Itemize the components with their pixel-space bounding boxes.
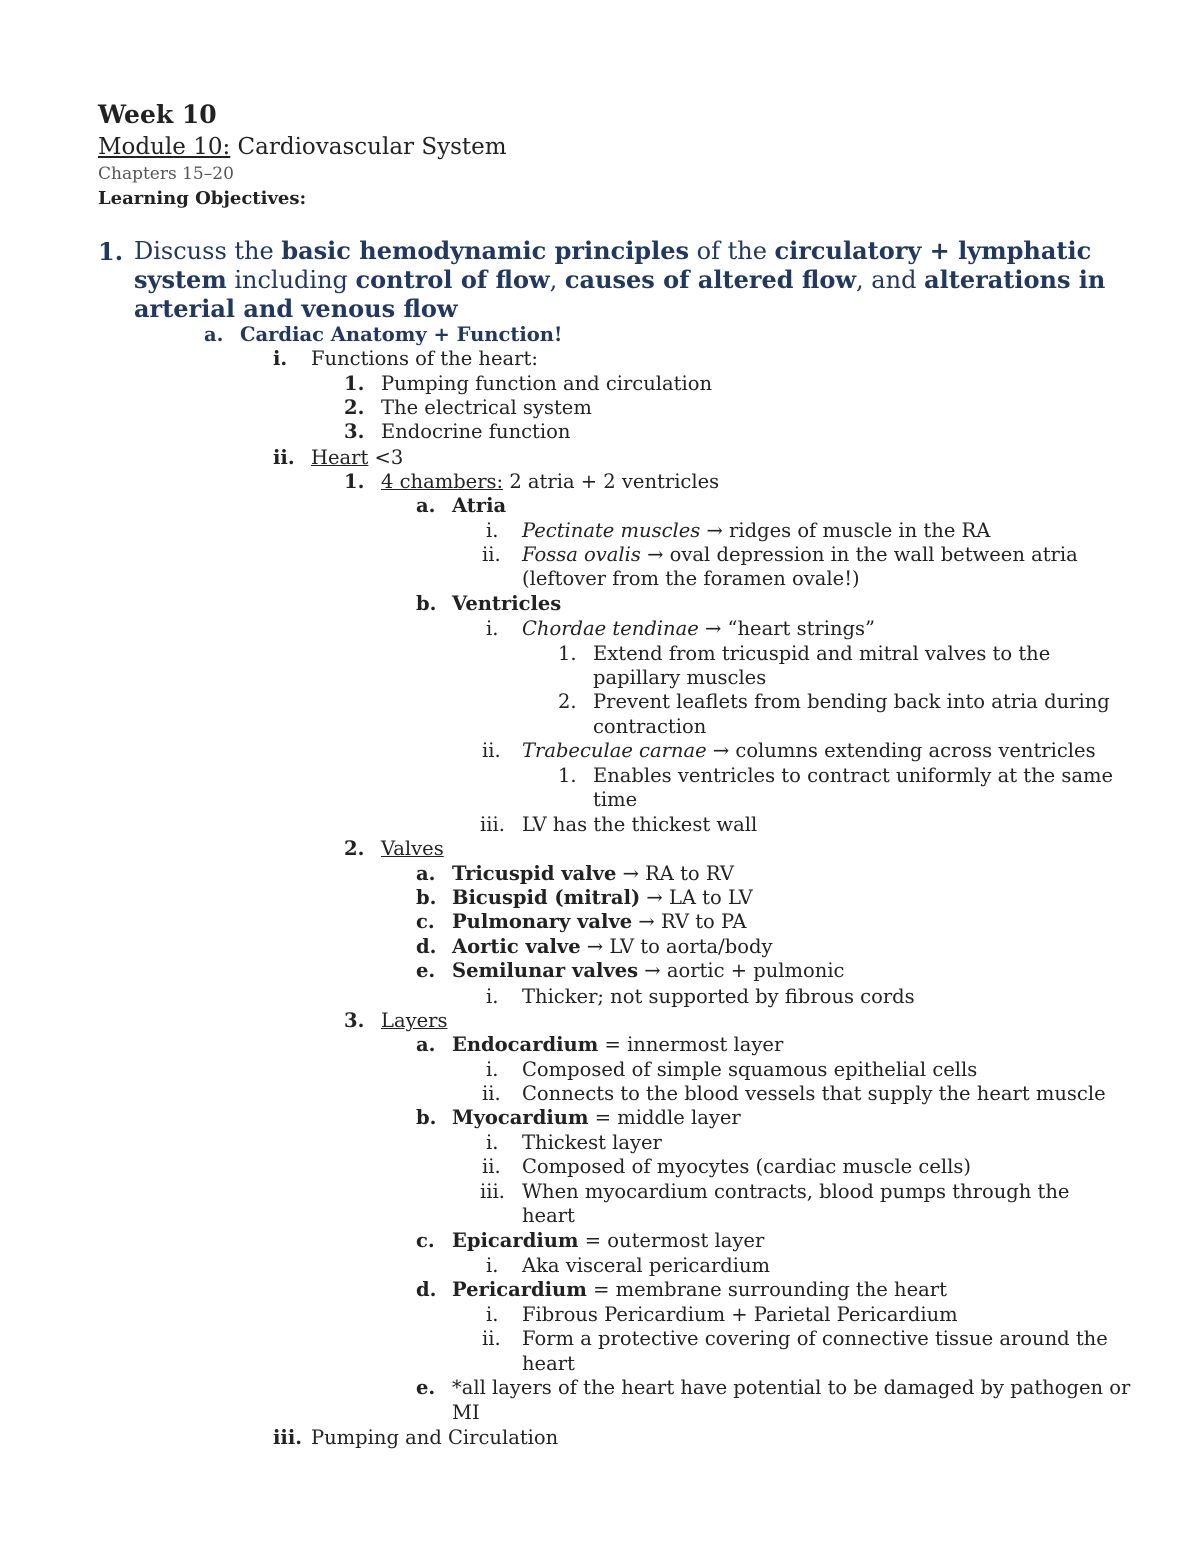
layer-name: Endocardium <box>452 1033 599 1056</box>
pumping-heading: Pumping and Circulation <box>311 1426 559 1449</box>
list-item: Extend from tricuspid and mitral valves to the <box>593 642 1051 665</box>
list-marker: c. <box>416 1229 435 1252</box>
list-marker: ii. <box>482 739 501 762</box>
heart-label: Heart <box>311 446 369 469</box>
objective-1-line-1 <box>134 236 1091 266</box>
valve-item <box>452 862 734 886</box>
heart-marker: ii. <box>273 446 295 469</box>
list-marker: a. <box>416 862 436 885</box>
term: Chordae tendinae <box>522 617 699 640</box>
text: including <box>226 266 356 294</box>
list-item: LV has the thickest wall <box>522 813 758 836</box>
list-item: Enables ventricles to contract uniformly at the same <box>593 764 1114 787</box>
text: , <box>549 266 565 294</box>
valve-name: Bicuspid (mitral) <box>452 886 641 909</box>
list-marker: i. <box>486 1131 499 1154</box>
pumping-marker: iii. <box>273 1426 303 1449</box>
list-item: Prevent leaflets from bending back into atria during <box>593 690 1110 713</box>
layer-desc: = membrane surrounding the heart <box>586 1278 947 1301</box>
objective-1-line-3: arterial and venous flow <box>134 294 458 323</box>
highlight: alterations in <box>924 265 1106 294</box>
module-heading <box>98 133 507 161</box>
layers-note: *all layers of the heart have potential to be damaged by pathogen or <box>452 1376 1131 1399</box>
list-item: When myocardium contracts, blood pumps through the <box>522 1180 1070 1203</box>
heart-heading <box>311 446 403 470</box>
list-marker: i. <box>486 1254 499 1277</box>
layer-name: Myocardium <box>452 1106 589 1129</box>
list-marker: 3. <box>344 420 365 443</box>
valve-name: Tricuspid valve <box>452 862 617 885</box>
list-marker: i. <box>486 1058 499 1081</box>
list-item: Pumping function and circulation <box>381 372 713 395</box>
list-item <box>522 543 1078 567</box>
list-marker: 2. <box>344 837 365 860</box>
definition: → ridges of muscle in the RA <box>700 519 991 542</box>
list-item-continuation: papillary muscles <box>593 666 767 689</box>
list-marker: iii. <box>480 813 505 836</box>
list-item-continuation: heart <box>522 1204 575 1227</box>
layer-item <box>452 1033 783 1057</box>
highlight: system <box>134 265 227 294</box>
list-item: Endocrine function <box>381 420 571 443</box>
layer-desc: = outermost layer <box>578 1229 765 1252</box>
functions-title: Functions of the heart: <box>311 347 538 370</box>
module-title: Cardiovascular System <box>230 134 507 160</box>
list-item: Composed of myocytes (cardiac muscle cells) <box>522 1155 971 1178</box>
list-marker: i. <box>486 1303 499 1326</box>
functions-marker: i. <box>273 347 288 370</box>
list-item: Thicker; not supported by fibrous cords <box>522 985 915 1008</box>
list-item-continuation: time <box>593 788 638 811</box>
list-marker: iii. <box>480 1180 505 1203</box>
term: Fossa ovalis <box>522 543 641 566</box>
valve-desc: → RV to PA <box>632 910 747 933</box>
list-marker: i. <box>486 617 499 640</box>
chambers-text: 2 atria + 2 ventricles <box>503 470 720 493</box>
list-item: Aka visceral pericardium <box>522 1254 771 1277</box>
layer-desc: = innermost layer <box>598 1033 784 1056</box>
valve-desc: → aortic + pulmonic <box>638 959 845 982</box>
list-marker: 1. <box>344 470 365 493</box>
list-marker: d. <box>416 935 437 958</box>
list-marker: a. <box>416 494 436 517</box>
list-marker: i. <box>486 985 499 1008</box>
valve-item <box>452 959 844 983</box>
valve-desc: → LV to aorta/body <box>580 935 773 958</box>
list-item: Form a protective covering of connective tissue around the <box>522 1327 1108 1350</box>
list-marker: 2. <box>558 690 577 713</box>
term: Trabeculae carnae <box>522 739 707 762</box>
definition: → “heart strings” <box>698 617 875 640</box>
valve-item <box>452 935 772 959</box>
list-marker: a. <box>416 1033 436 1056</box>
list-item: Thickest layer <box>522 1131 662 1154</box>
highlight: causes of altered flow <box>564 265 857 294</box>
valves-heading: Valves <box>381 837 444 860</box>
highlight: circulatory + lymphatic <box>774 236 1092 265</box>
ventricles-heading: Ventricles <box>452 592 562 615</box>
section-a-marker: a. <box>204 323 224 346</box>
module-label: Module 10: <box>98 134 231 160</box>
list-marker: ii. <box>482 543 501 566</box>
list-item: Fibrous Pericardium + Parietal Pericardium <box>522 1303 958 1326</box>
list-marker: b. <box>416 1106 437 1129</box>
list-item-continuation: heart <box>522 1352 575 1375</box>
definition: → columns extending across ventricles <box>706 739 1096 762</box>
list-marker: b. <box>416 592 437 615</box>
valve-name: Pulmonary valve <box>452 910 633 933</box>
list-marker: c. <box>416 910 435 933</box>
layers-note-continuation: MI <box>452 1401 480 1424</box>
list-item-continuation: (leftover from the foramen ovale!) <box>522 567 860 590</box>
section-a-title: Cardiac Anatomy + Function! <box>240 323 563 346</box>
list-marker: 1. <box>558 764 577 787</box>
text: , and <box>856 266 925 294</box>
valve-name: Semilunar valves <box>452 959 639 982</box>
list-item: Composed of simple squamous epithelial cells <box>522 1058 978 1081</box>
text: Discuss the <box>134 237 282 265</box>
valve-item <box>452 910 746 934</box>
learning-objectives-label: Learning Objectives: <box>98 188 307 209</box>
layer-item <box>452 1278 947 1302</box>
list-item <box>522 739 1096 763</box>
list-marker: i. <box>486 519 499 542</box>
list-marker: ii. <box>482 1082 501 1105</box>
list-marker: 1. <box>558 642 577 665</box>
layer-name: Epicardium <box>452 1229 579 1252</box>
term: Pectinate muscles <box>522 519 701 542</box>
layer-desc: = middle layer <box>588 1106 741 1129</box>
layer-item <box>452 1106 741 1130</box>
chambers-item <box>381 470 719 494</box>
list-marker: ii. <box>482 1155 501 1178</box>
list-item <box>522 519 990 543</box>
valve-name: Aortic valve <box>452 935 581 958</box>
valve-item <box>452 886 753 910</box>
list-item <box>522 617 875 641</box>
objective-1-line-2 <box>134 265 1105 295</box>
highlight: basic hemodynamic principles <box>281 236 689 265</box>
list-item: Connects to the blood vessels that supply the heart muscle <box>522 1082 1106 1105</box>
list-marker: e. <box>416 959 436 982</box>
layer-name: Pericardium <box>452 1278 587 1301</box>
chambers-label: 4 chambers: <box>381 470 504 493</box>
layer-item <box>452 1229 764 1253</box>
week-title: Week 10 <box>98 100 217 129</box>
list-marker: d. <box>416 1278 437 1301</box>
list-marker: 3. <box>344 1009 365 1032</box>
atria-heading: Atria <box>452 494 507 517</box>
list-marker: 1. <box>344 372 365 395</box>
heart-suffix: <3 <box>368 446 404 469</box>
objective-1-marker: 1. <box>98 237 124 266</box>
chapters: Chapters 15–20 <box>98 164 234 184</box>
definition: → oval depression in the wall between atria <box>640 543 1078 566</box>
text: of the <box>689 237 775 265</box>
layers-heading: Layers <box>381 1009 448 1032</box>
list-marker: ii. <box>482 1327 501 1350</box>
list-item: The electrical system <box>381 396 592 419</box>
list-marker: e. <box>416 1376 436 1399</box>
list-marker: 2. <box>344 396 365 419</box>
valve-desc: → LA to LV <box>640 886 753 909</box>
valve-desc: → RA to RV <box>616 862 734 885</box>
list-item-continuation: contraction <box>593 715 707 738</box>
list-marker: b. <box>416 886 437 909</box>
highlight: control of flow <box>355 265 550 294</box>
